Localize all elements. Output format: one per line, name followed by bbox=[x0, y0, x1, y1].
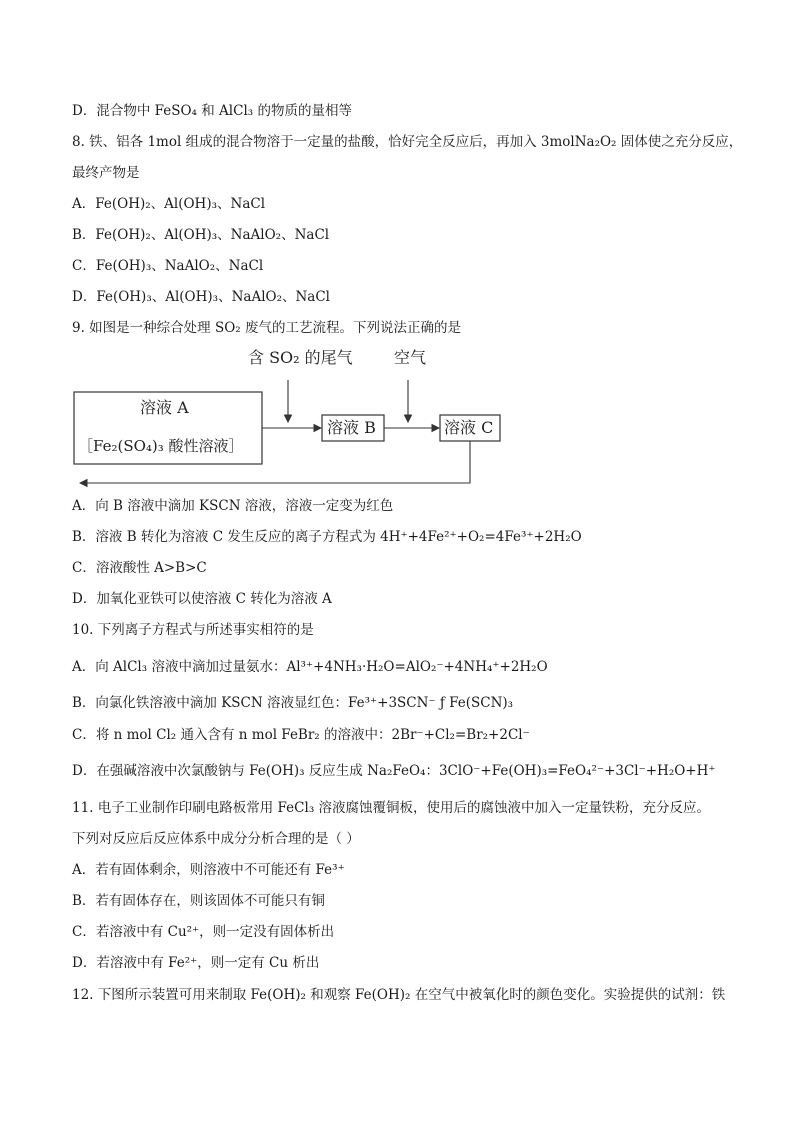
label-box-c: 溶液 C bbox=[444, 418, 494, 437]
text-line: D．在强碱溶液中次氯酸钠与 Fe(OH)₃ 反应生成 Na₂FeO₄：3ClO⁻+Fe(OH)₃=FeO₄²⁻+3Cl⁻+H₂O+H⁺ bbox=[72, 763, 716, 779]
text-line: B．向氯化铁溶液中滴加 KSCN 溶液显红色：Fe³⁺+3SCN⁻ ƒ Fe(SCN)₃ bbox=[72, 695, 514, 711]
text-line: C．若溶液中有 Cu²⁺，则一定没有固体析出 bbox=[72, 924, 335, 940]
text-line: 下列对反应后反应体系中成分分析合理的是（ ） bbox=[72, 831, 360, 847]
text-line: 8. 铁、铝各 1mol 组成的混合物溶于一定量的盐酸，恰好完全反应后，再加入 3molNa₂O₂ 固体使之充分反应， bbox=[72, 134, 743, 150]
text-line: B．若有固体存在，则该固体不可能只有铜 bbox=[72, 893, 325, 909]
process-flow-diagram bbox=[72, 340, 512, 490]
text-line: A．向 B 溶液中滴加 KSCN 溶液，溶液一定变为红色 bbox=[72, 498, 394, 514]
text-line: B．溶液 B 转化为溶液 C 发生反应的离子方程式为 4H⁺+4Fe²⁺+O₂=4Fe³⁺+2H₂O bbox=[72, 529, 582, 545]
label-box-a-title: 溶液 A bbox=[140, 398, 189, 417]
text-line: D．混合物中 FeSO₄ 和 AlCl₃ 的物质的量相等 bbox=[72, 103, 352, 119]
text-line: 10. 下列离子方程式与所述事实相符的是 bbox=[72, 622, 314, 638]
text-line: 9. 如图是一种综合处理 SO₂ 废气的工艺流程。下列说法正确的是 bbox=[72, 320, 461, 336]
label-air: 空气 bbox=[394, 348, 427, 367]
text-line: D．Fe(OH)₃、Al(OH)₃、NaAlO₂、NaCl bbox=[72, 289, 330, 305]
text-line: D．若溶液中有 Fe²⁺，则一定有 Cu 析出 bbox=[72, 955, 320, 971]
text-line: 12. 下图所示装置可用来制取 Fe(OH)₂ 和观察 Fe(OH)₂ 在空气中被氧化时的颜色变化。实验提供的试剂：铁 bbox=[72, 987, 726, 1003]
text-line: C．Fe(OH)₃、NaAlO₂、NaCl bbox=[72, 258, 264, 274]
text-line: A．若有固体剩余，则溶液中不可能还有 Fe³⁺ bbox=[72, 862, 345, 878]
text-line: 最终产物是 bbox=[72, 165, 140, 181]
text-line: D．加氧化亚铁可以使溶液 C 转化为溶液 A bbox=[72, 591, 332, 607]
text-line: 11. 电子工业制作印刷电路板常用 FeCl₃ 溶液腐蚀覆铜板，使用后的腐蚀液中加入一定量铁粉，充分反应。 bbox=[72, 800, 711, 816]
text-line: B．Fe(OH)₂、Al(OH)₃、NaAlO₂、NaCl bbox=[72, 227, 330, 243]
text-line: C．溶液酸性 A>B>C bbox=[72, 560, 207, 576]
label-so2-gas: 含 SO₂ 的尾气 bbox=[248, 348, 353, 367]
text-line: A．向 AlCl₃ 溶液中滴加过量氨水：Al³⁺+4NH₃·H₂O=AlO₂⁻+4NH₄⁺+2H₂O bbox=[72, 659, 548, 675]
label-box-b: 溶液 B bbox=[327, 418, 376, 437]
text-line: A．Fe(OH)₂、Al(OH)₃、NaCl bbox=[72, 196, 266, 212]
label-box-a-sub: ［Fe₂(SO₄)₃ 酸性溶液］ bbox=[78, 437, 244, 455]
text-line: C．将 n mol Cl₂ 通入含有 n mol FeBr₂ 的溶液中：2Br⁻+Cl₂=Br₂+2Cl⁻ bbox=[72, 727, 530, 743]
